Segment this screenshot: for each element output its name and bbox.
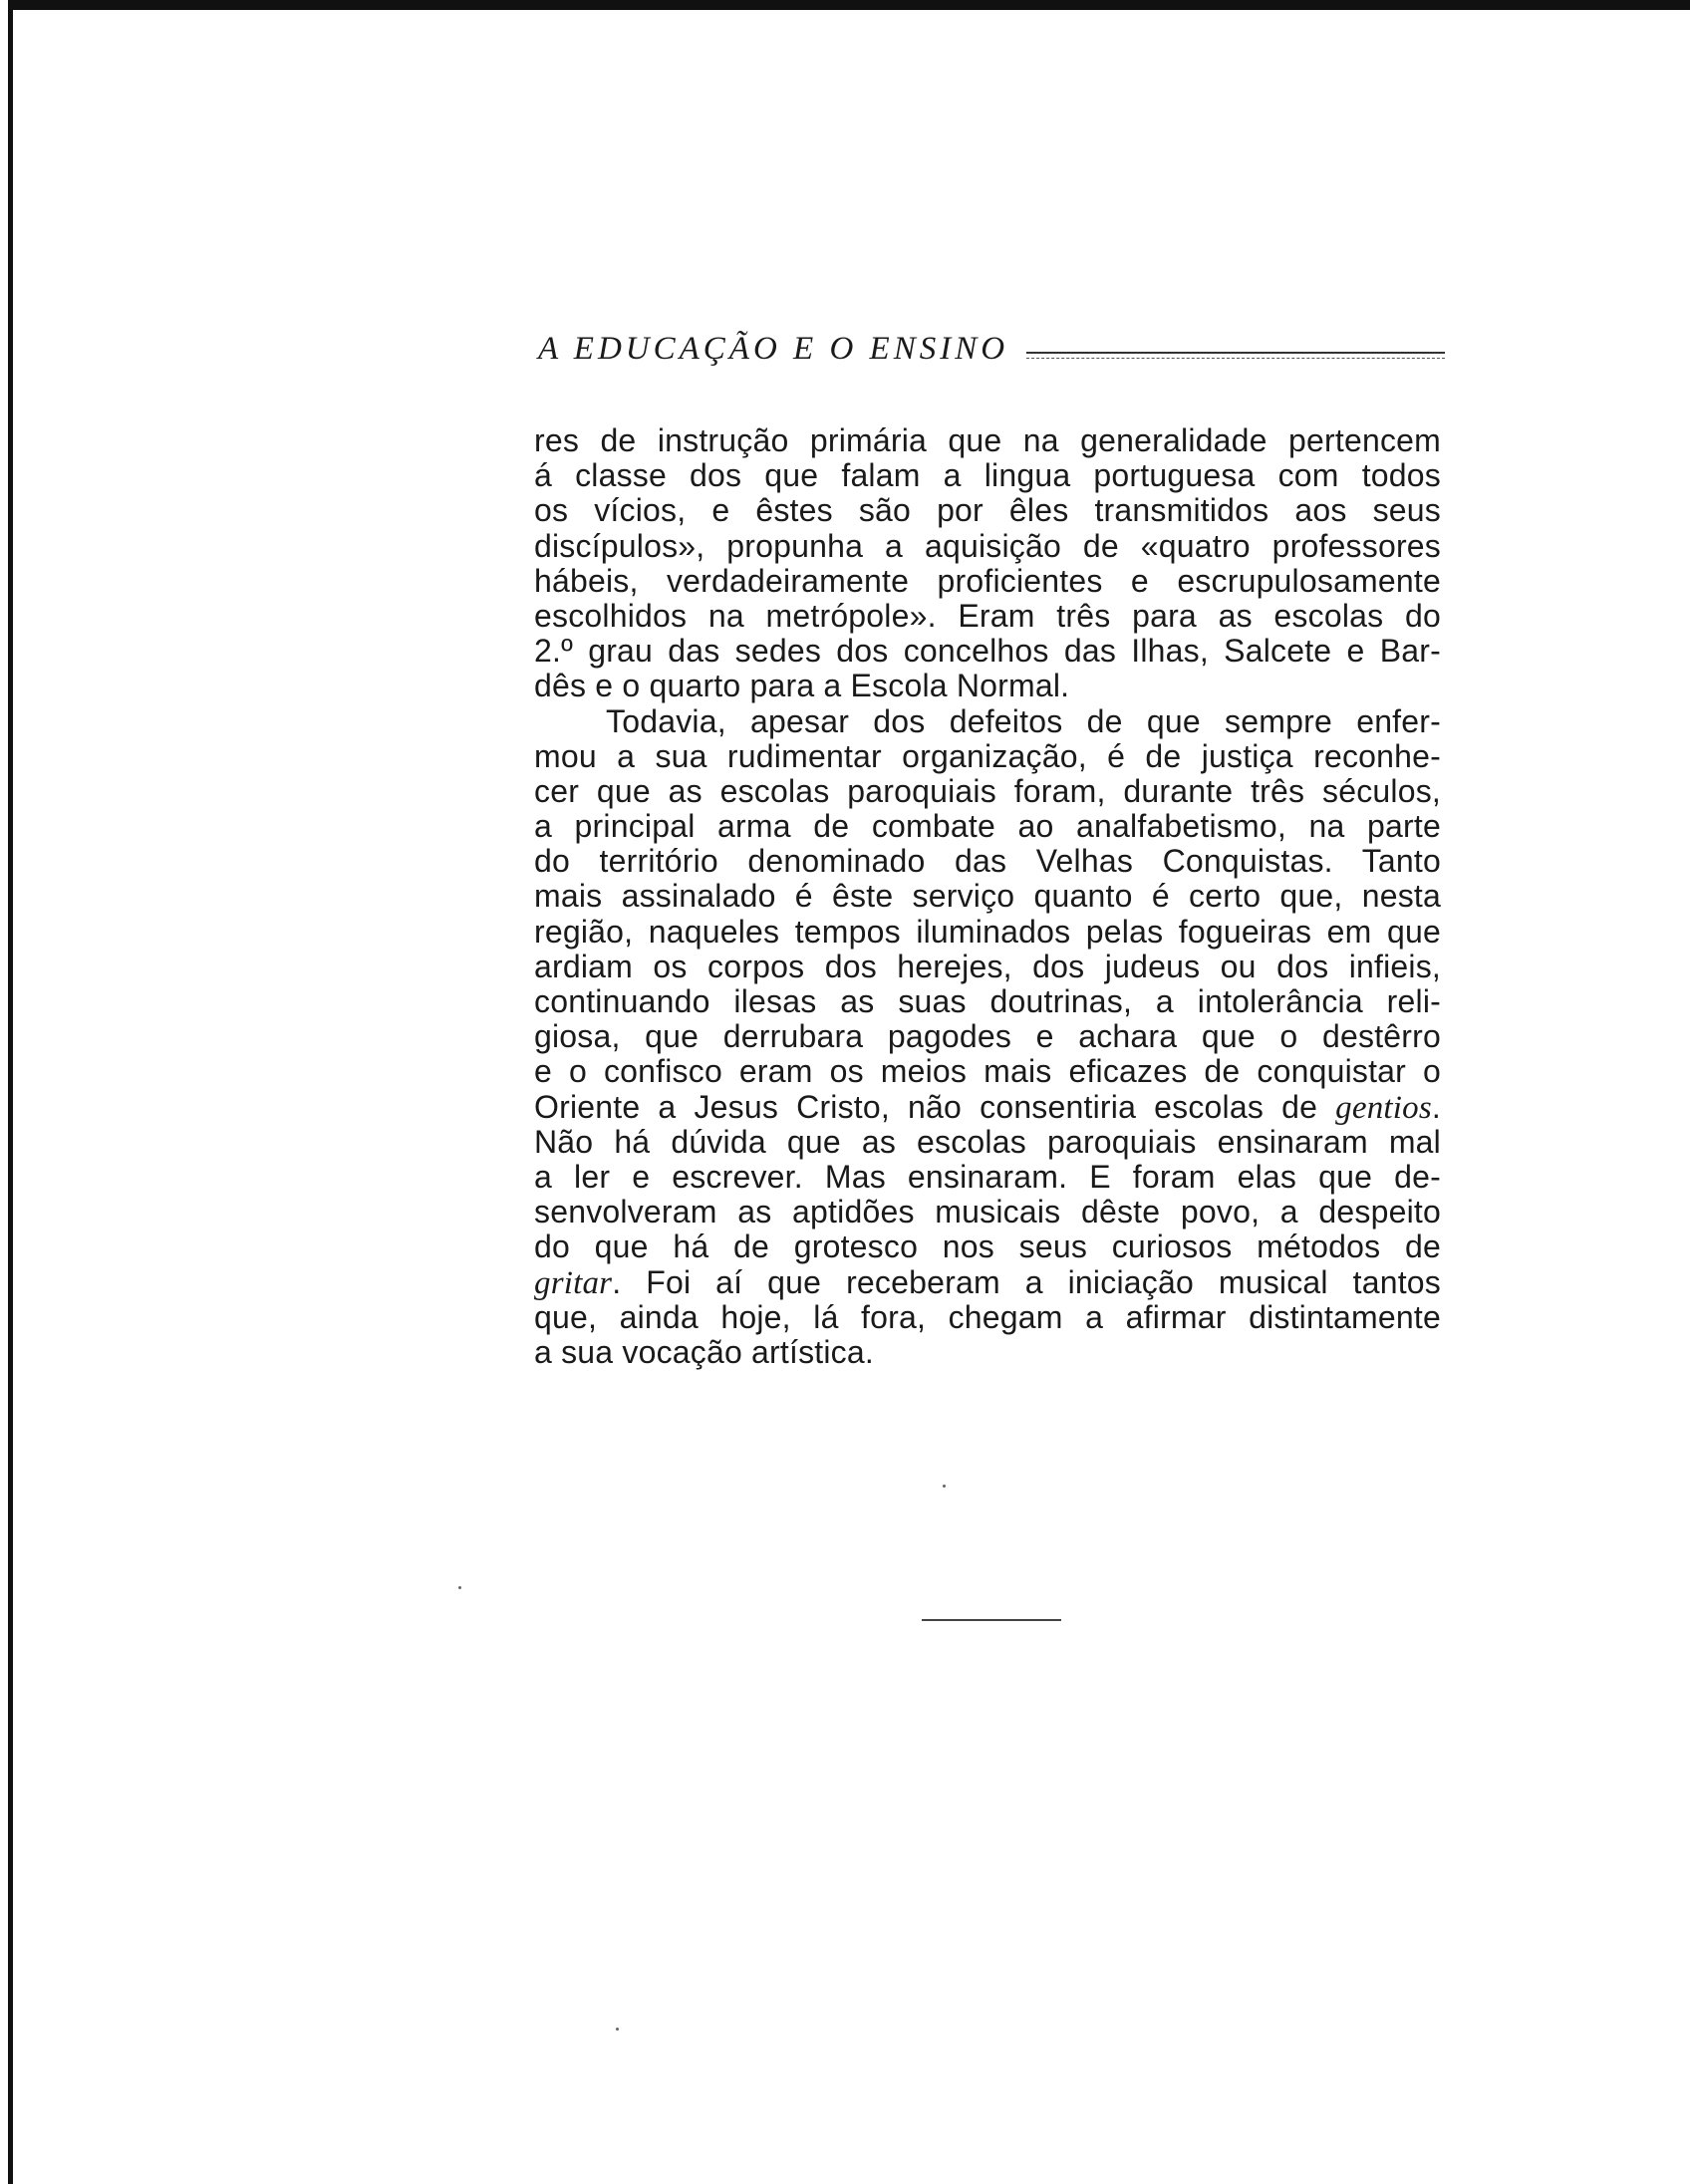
text-line (534, 1229, 1441, 1264)
text-segment: e o confisco eram os meios mais eficazes de conquistar o (534, 1053, 1441, 1090)
text-segment: Todavia, apesar dos defeitos de que sempre enfer- (606, 702, 1441, 739)
end-of-section-rule (922, 1619, 1061, 1621)
text-line (534, 1265, 1441, 1300)
text-line (534, 809, 1441, 844)
text-segment: á classe dos que falam a lingua portuguesa com todos (534, 457, 1441, 494)
text-line (534, 844, 1441, 879)
text-line (534, 739, 1441, 774)
text-segment: região, naqueles tempos iluminados pelas fogueiras em que (534, 913, 1441, 950)
text-line (534, 984, 1441, 1019)
text-segment: a ler e escrever. Mas ensinaram. E foram elas que de- (534, 1158, 1441, 1195)
running-head-rule (1026, 352, 1445, 354)
scan-speck (458, 1586, 461, 1589)
text-line (534, 704, 1441, 739)
text-line (534, 950, 1441, 984)
running-head-title: A EDUCAÇÃO E O ENSINO (538, 330, 1009, 367)
text-line (534, 1019, 1441, 1054)
text-segment: ardiam os corpos dos herejes, dos judeus ou dos infieis, (534, 948, 1441, 984)
text-segment: dês e o quarto para a Escola Normal. (534, 668, 1070, 704)
text-line (534, 458, 1441, 493)
text-segment: 2.º grau das sedes dos concelhos das Ilhas, Salcete e Bar- (534, 633, 1441, 670)
text-segment: a principal arma de combate ao analfabetismo, na parte (534, 808, 1441, 845)
text-segment: hábeis, verdadeiramente proficientes e escrupulosamente (534, 562, 1441, 599)
text-line (534, 915, 1441, 950)
text-line (534, 423, 1441, 458)
scan-speck (616, 2028, 619, 2031)
text-segment: do território denominado das Velhas Conquistas. Tanto (534, 843, 1441, 880)
text-line (534, 774, 1441, 809)
text-line (534, 1125, 1441, 1160)
scan-speck (943, 1485, 946, 1488)
text-line (534, 1054, 1441, 1089)
italic-word: gentios (1335, 1089, 1432, 1126)
text-segment: mou a sua rudimentar organização, é de justiça reconhe- (534, 737, 1441, 774)
text-segment: res de instrução primária que na generalidade pertencem (534, 422, 1441, 458)
text-line (534, 1090, 1441, 1125)
text-segment: senvolveram as aptidões musicais dêste povo, a despeito (534, 1194, 1441, 1230)
text-line (534, 669, 1441, 703)
text-segment: do que há de grotesco nos seus curiosos métodos de (534, 1228, 1441, 1265)
text-segment: giosa, que derrubara pagodes e achara que o destêrro (534, 1018, 1441, 1055)
running-head (538, 324, 1445, 374)
text-segment: . (1431, 1088, 1441, 1125)
text-line (534, 634, 1441, 669)
text-line (534, 529, 1441, 564)
body-text (534, 423, 1441, 1370)
text-segment: escolhidos na metrópole». Eram três para as escolas do (534, 597, 1441, 634)
text-segment: discípulos», propunha a aquisição de «quatro professores (534, 527, 1441, 564)
text-segment: cer que as escolas paroquiais foram, durante três séculos, (534, 772, 1441, 809)
text-line (534, 879, 1441, 914)
text-segment: continuando ilesas as suas doutrinas, a intolerância reli- (534, 983, 1441, 1019)
text-line (534, 1335, 1441, 1370)
text-line (534, 1160, 1441, 1195)
text-line (534, 493, 1441, 528)
italic-word: gritar (534, 1264, 613, 1301)
text-segment: . Foi aí que receberam a iniciação musical tantos (612, 1263, 1441, 1300)
text-segment: a sua vocação artística. (534, 1333, 874, 1370)
text-segment: Oriente a Jesus Cristo, não consentiria escolas de (534, 1088, 1336, 1125)
text-line (534, 1300, 1441, 1335)
scan-top-border (8, 0, 1690, 10)
text-segment: Não há dúvida que as escolas paroquiais ensinaram mal (534, 1123, 1441, 1160)
text-segment: os vícios, e êstes são por êles transmitidos aos seus (534, 492, 1441, 529)
text-line (534, 599, 1441, 634)
text-segment: mais assinalado é êste serviço quanto é certo que, nesta (534, 878, 1441, 915)
text-segment: que, ainda hoje, lá fora, chegam a afirmar distintamente (534, 1298, 1441, 1335)
text-line (534, 1195, 1441, 1229)
text-line (534, 564, 1441, 599)
